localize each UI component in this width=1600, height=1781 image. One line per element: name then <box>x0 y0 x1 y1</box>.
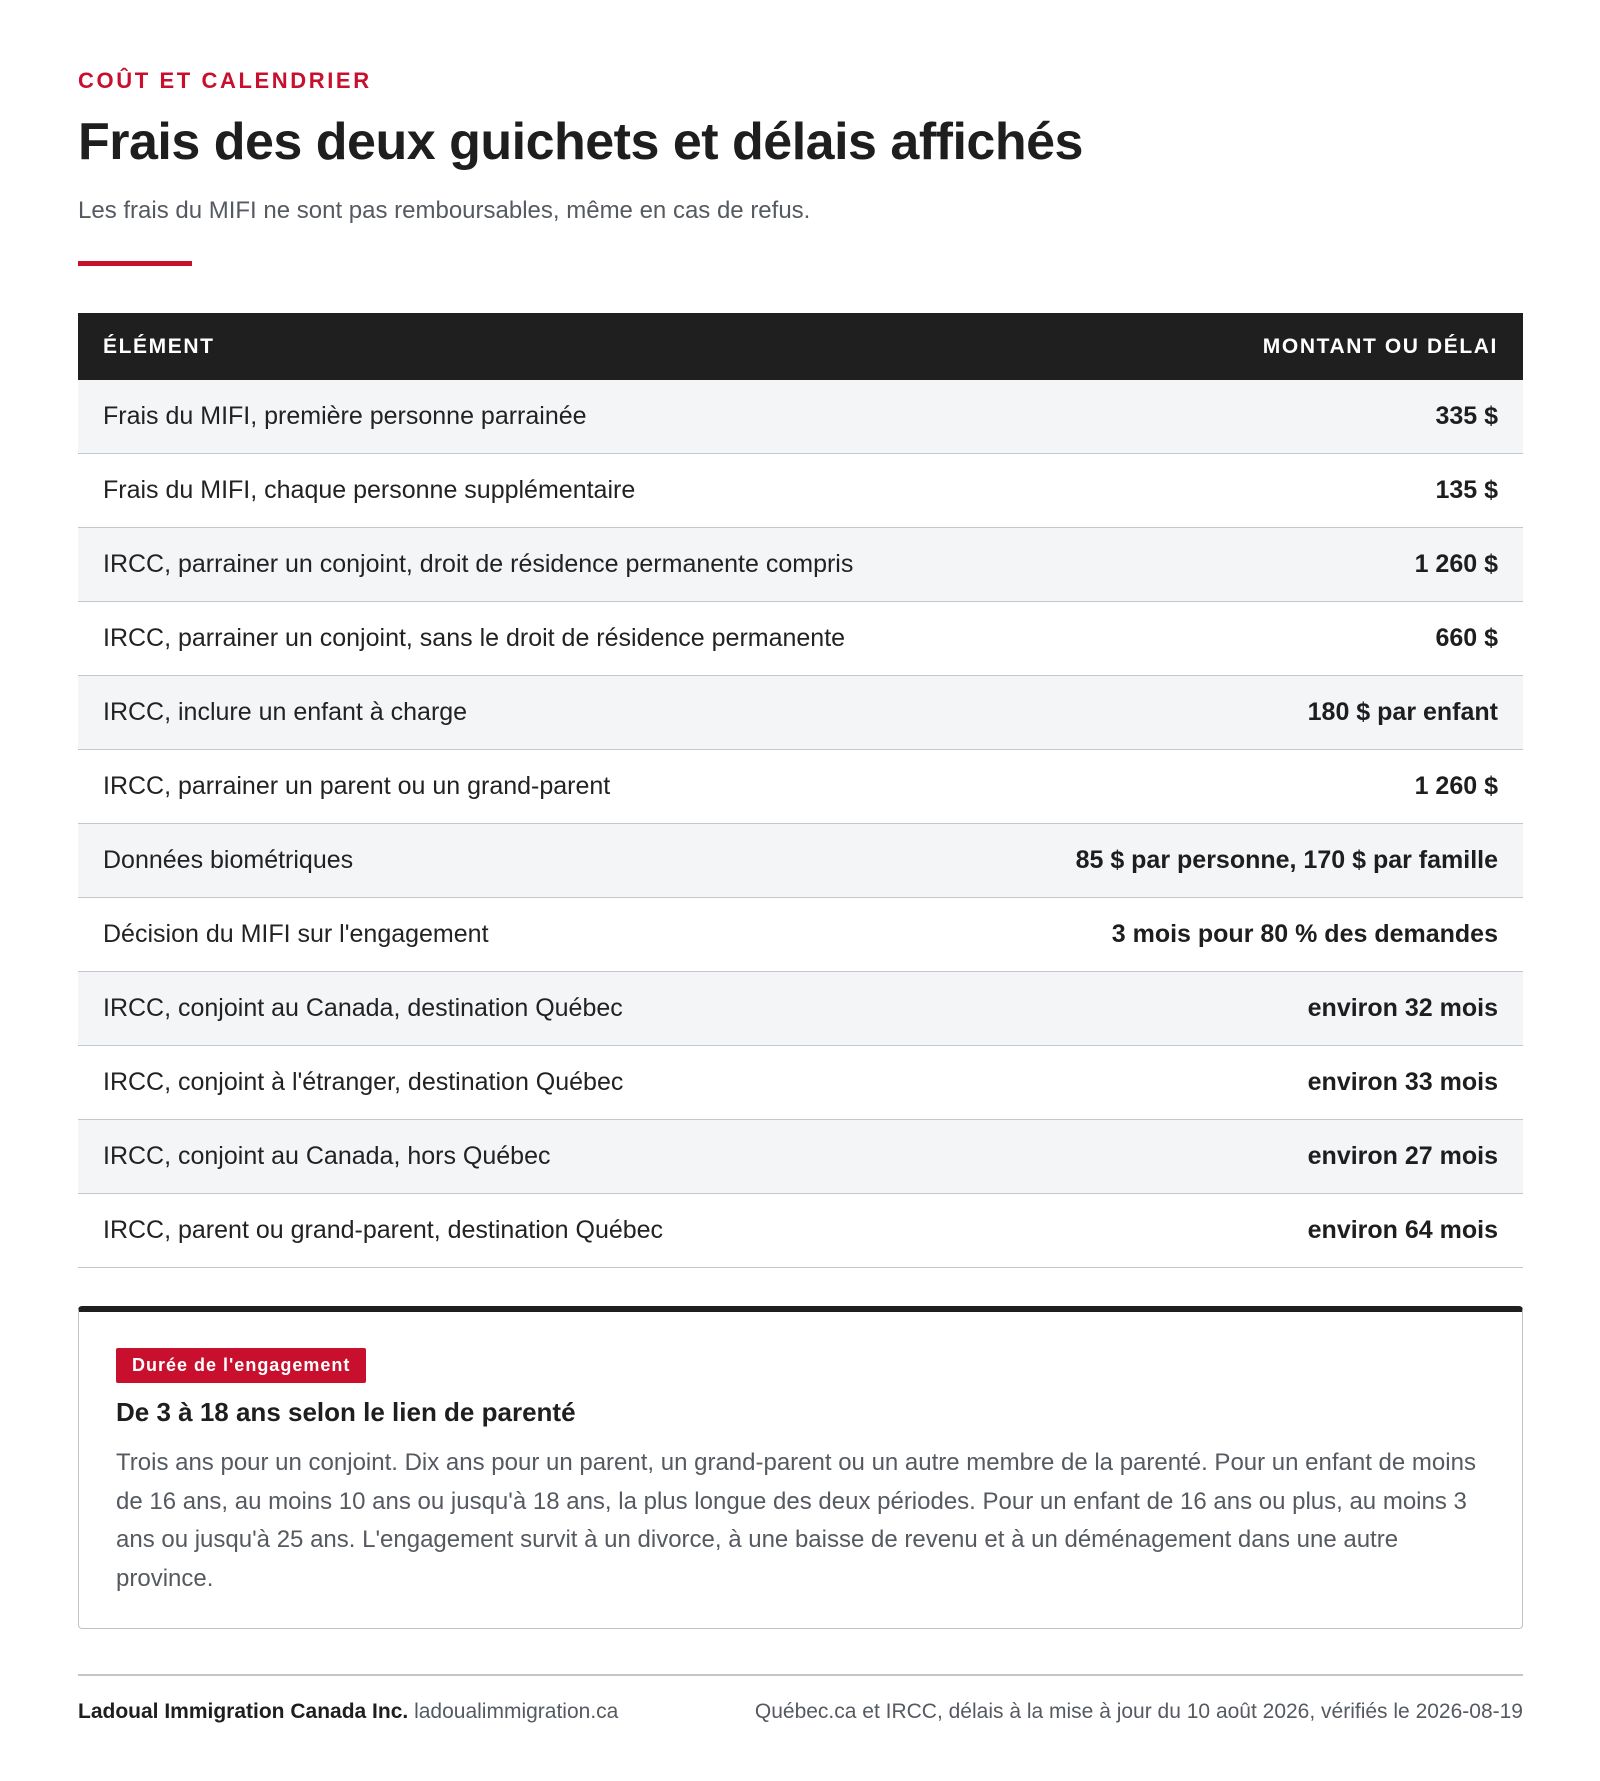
row-label: Données biométriques <box>103 846 354 874</box>
fees-table <box>78 313 1523 1268</box>
column-header-element: ÉLÉMENT <box>103 334 215 358</box>
row-value: environ 32 mois <box>1307 994 1498 1022</box>
row-value: 135 $ <box>1435 476 1498 504</box>
row-value: 660 $ <box>1435 624 1498 652</box>
engagement-callout <box>78 1306 1523 1629</box>
row-label: IRCC, parrainer un conjoint, droit de résidence permanente compris <box>103 550 854 578</box>
table-row <box>78 898 1523 972</box>
row-label: IRCC, parent ou grand-parent, destination Québec <box>103 1216 664 1244</box>
row-value: environ 33 mois <box>1307 1068 1498 1096</box>
footer-divider <box>78 1674 1523 1676</box>
row-value: 180 $ par enfant <box>1307 698 1498 726</box>
row-label: IRCC, parrainer un conjoint, sans le droit de résidence permanente <box>103 624 846 652</box>
table-row <box>78 528 1523 602</box>
footer-website: ladoualimmigration.ca <box>414 1700 619 1723</box>
row-value: 1 260 $ <box>1414 772 1498 800</box>
footer-source: Québec.ca et IRCC, délais à la mise à jour du 10 août 2026, vérifiés le 2026-08-19 <box>754 1700 1523 1723</box>
footer <box>78 1700 1523 1724</box>
footer-left <box>78 1700 618 1724</box>
table-row <box>78 676 1523 750</box>
footer-company: Ladoual Immigration Canada Inc. <box>78 1700 409 1723</box>
table-row <box>78 1120 1523 1194</box>
section-eyebrow: COÛT ET CALENDRIER <box>78 68 372 93</box>
table-body <box>78 380 1523 1268</box>
table-row <box>78 602 1523 676</box>
row-value: 335 $ <box>1435 402 1498 430</box>
row-label: Frais du MIFI, première personne parrainée <box>103 402 587 430</box>
table-row <box>78 380 1523 454</box>
callout-body: Trois ans pour un conjoint. Dix ans pour un parent, un grand-parent ou un autre membre de la parenté. Pour un enfant de moins de 16 ans, au moins 10 ans ou jusqu'à 18 ans, la plus longue des deux périodes. Pour un enfant de 16 ans ou plus, au moins 3 ans ou jusqu'à 25 ans. L'engagement survit à un divorce, à une baisse de revenu et à un déménagement dans une autre province. <box>116 1449 1476 1592</box>
table-row <box>78 454 1523 528</box>
table-row <box>78 1194 1523 1268</box>
accent-divider <box>78 261 192 266</box>
table-row <box>78 972 1523 1046</box>
row-label: Décision du MIFI sur l'engagement <box>103 920 489 948</box>
page-subtitle: Les frais du MIFI ne sont pas remboursables, même en cas de refus. <box>78 197 811 224</box>
table-row <box>78 824 1523 898</box>
row-label: IRCC, conjoint au Canada, destination Québec <box>103 994 623 1022</box>
row-value: environ 64 mois <box>1307 1216 1498 1244</box>
row-label: IRCC, conjoint à l'étranger, destination Québec <box>103 1068 624 1096</box>
row-value: environ 27 mois <box>1307 1142 1498 1170</box>
row-label: IRCC, parrainer un parent ou un grand-parent <box>103 772 611 800</box>
row-label: IRCC, conjoint au Canada, hors Québec <box>103 1142 551 1170</box>
row-value: 85 $ par personne, 170 $ par famille <box>1075 846 1498 874</box>
row-value: 1 260 $ <box>1414 550 1498 578</box>
callout-heading: De 3 à 18 ans selon le lien de parenté <box>116 1397 576 1427</box>
callout-badge: Durée de l'engagement <box>116 1348 366 1383</box>
table-row <box>78 750 1523 824</box>
page-title: Frais des deux guichets et délais affichés <box>78 113 1083 171</box>
row-value: 3 mois pour 80 % des demandes <box>1111 920 1498 948</box>
table-row <box>78 1046 1523 1120</box>
column-header-amount: MONTANT OU DÉLAI <box>1262 334 1498 358</box>
row-label: IRCC, inclure un enfant à charge <box>103 698 468 726</box>
row-label: Frais du MIFI, chaque personne supplémentaire <box>103 476 636 504</box>
table-header <box>78 313 1523 380</box>
